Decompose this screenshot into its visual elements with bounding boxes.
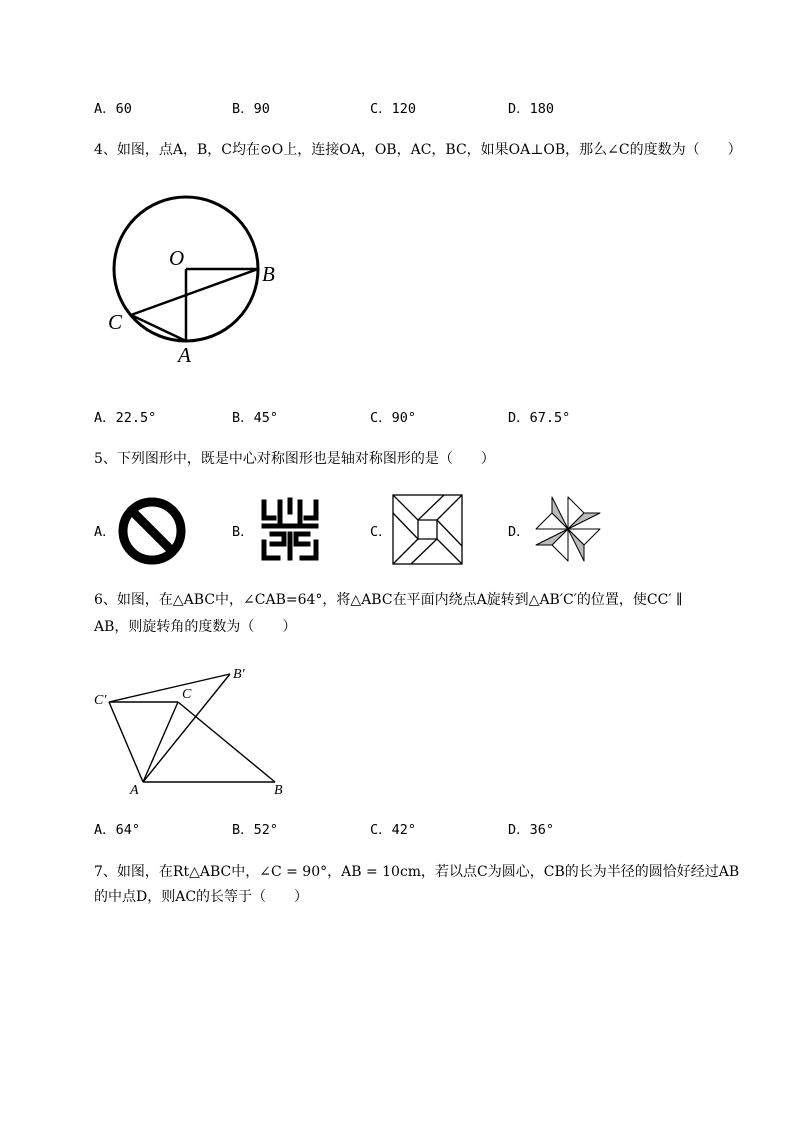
q6-label-B1: B′ [233, 667, 245, 682]
q6-option-d: D．36° [508, 822, 555, 838]
q6-label-A: A [130, 783, 139, 798]
q6-segment-CB [178, 702, 275, 782]
q5-figure-a-prohibition-sign [117, 496, 187, 566]
q6-option-a: A．64° [94, 822, 141, 838]
q6-segment-AC [143, 702, 178, 782]
q4-label-C: C [108, 310, 123, 334]
q4-option-d: D．67.5° [508, 410, 571, 426]
q6-option-c: C．42° [370, 822, 417, 838]
q6-segment-AC1 [109, 702, 143, 782]
q4-label-A: A [178, 343, 191, 367]
q3-option-d: D．180 [508, 101, 555, 117]
q4-option-a: A．22.5° [94, 410, 157, 426]
q6-label-C1: C′ [94, 693, 107, 708]
q6-question-line2: AB，则旋转角的度数为（ ） [94, 619, 297, 635]
q6-label-B: B [274, 783, 283, 798]
q4-option-c: C．90° [370, 410, 417, 426]
q6-label-C: C [182, 687, 192, 702]
q6-rotation-figure [90, 660, 310, 800]
q4-option-b: B．45° [232, 410, 279, 426]
q5-figure-d-windmill [534, 495, 604, 565]
q7-question-line1: 7、如图，在Rt△ABC中，∠C = 90°，AB = 10cm，若以点C为圆心，CB的长为半径的圆恰好经过AB [94, 864, 740, 880]
q6-segment-C1B1 [109, 674, 230, 702]
q3-option-a: A．60 [94, 101, 132, 117]
q4-segment-CB [131, 269, 258, 315]
q5-option-d: D． [508, 524, 530, 540]
q3-option-b: B．90 [232, 101, 270, 117]
q5-question: 5、下列图形中，既是中心对称图形也是轴对称图形的是（ ） [94, 451, 495, 467]
q5-option-a: A． [94, 524, 116, 540]
q6-question-line1: 6、如图，在△ABC中，∠CAB=64°，将△ABC在平面内绕点A旋转到△AB′C′的位置，使CC′ ∥ [94, 592, 683, 608]
q6-option-b: B．52° [232, 822, 279, 838]
q5-option-b: B． [232, 524, 254, 540]
q5-figure-c-pinwheel-square [392, 494, 464, 566]
q4-label-B: B [262, 262, 275, 286]
q4-circle-figure [100, 195, 300, 375]
q5-figure-b-maze-pattern [258, 496, 322, 564]
q5-option-c: C． [370, 524, 392, 540]
q4-question: 4、如图，点A，B，C均在⊙O上，连接OA，OB，AC，BC，如果OA⊥OB，那么∠C的度数为（ ） [94, 142, 742, 158]
q3-option-c: C．120 [370, 101, 417, 117]
q7-question-line2: 的中点D，则AC的长等于（ ） [94, 889, 309, 905]
q4-label-O: O [169, 246, 185, 270]
